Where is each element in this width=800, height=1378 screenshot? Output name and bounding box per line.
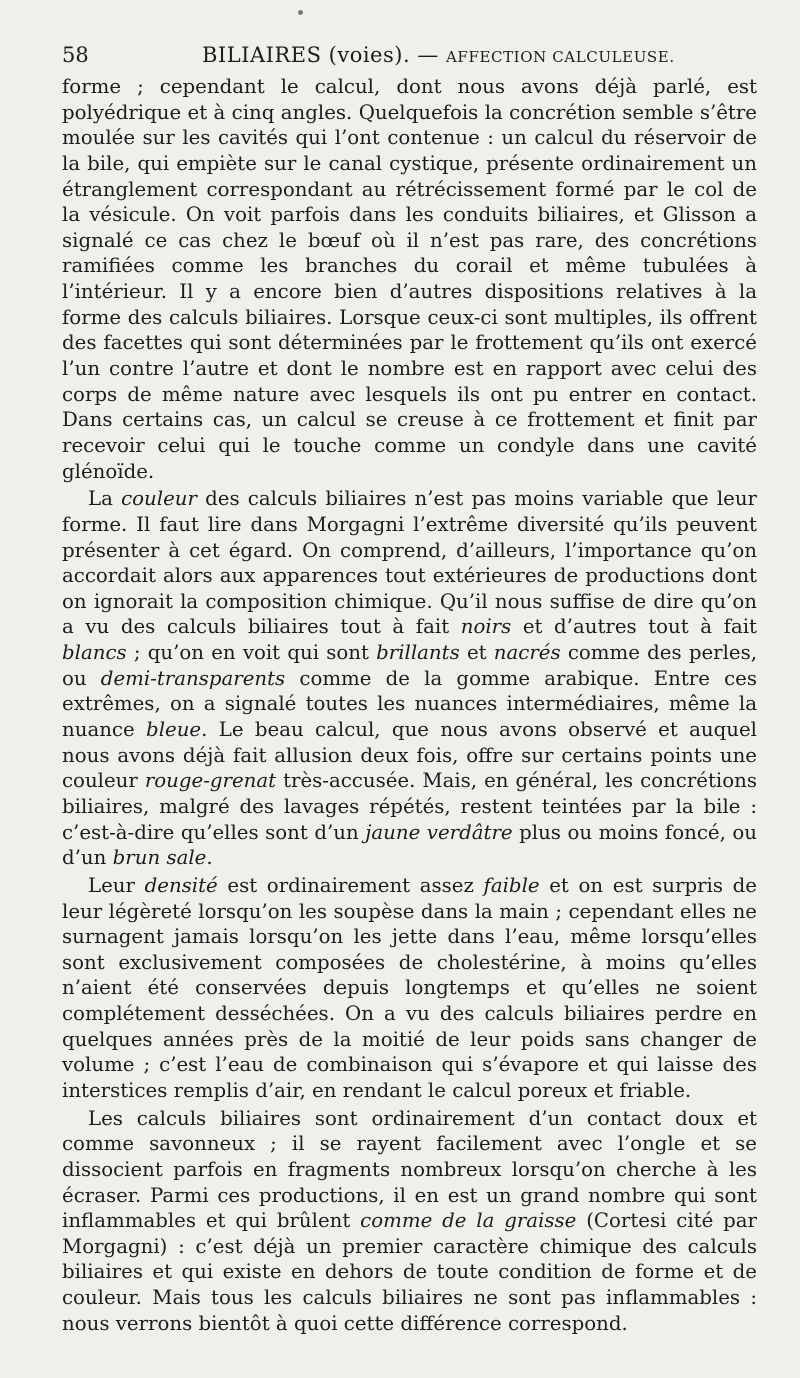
body-text	[62, 74, 757, 1336]
text-run: Leur	[88, 873, 145, 897]
italic-text-run: nacrés	[493, 641, 561, 665]
text-run: forme ; cependant le calcul, dont nous avons déjà parlé, est polyédrique et à cinq angles. Quelquefois la concrétion semble s’être moulée sur les cavités qui l’ont contenue : un calcul du réservoir de la bile, qui empiète sur le canal cystique, présente ordinairement un étranglement correspondant au rétrécissement formé par le col de la vésicule. On voit parfois dans les conduits biliaires, et Glisson a signalé ce cas chez le bœuf où il n’est pas rare, des concrétions ramifiées comme les branches du corail et même tubulées à l’intérieur. Il y a encore bien d’autres dispositions relatives à la forme des calculs biliaires. Lorsque ceux-ci sont multiples, ils offrent des facettes qui sont déterminées par le frottement qu’ils ont exercé l’un contre l’autre et dont le nombre est en rapport avec celui des corps de même nature avec lesquels ils ont pu entrer en contact. Dans certains cas, un calcul se creuse à ce frottement et finit par recevoir celui qui le touche comme un condyle dans une cavité glénoïde.	[62, 75, 757, 483]
italic-text-run: densité	[144, 873, 218, 897]
text-run: et d’autres tout à fait	[511, 615, 757, 639]
paragraph	[62, 873, 757, 1104]
text-run: . Le beau calcul, que nous avons observé et auquel nous avons déjà fait allusion deux fois, offre sur certains points une couleur	[62, 718, 758, 793]
italic-text-run: comme de la graisse	[360, 1209, 577, 1233]
italic-text-run: noirs	[460, 615, 512, 639]
text-run: ; qu’on en voit qui sont	[126, 641, 377, 665]
paragraph	[62, 74, 757, 484]
text-run: est ordinairement assez	[217, 873, 484, 897]
running-title-sub: AFFECTION CALCULEUSE.	[446, 48, 675, 66]
text-run: comme de la gomme arabique. Entre ces extrêmes, on a signalé toutes les nuances intermédiaires, même la nuance	[62, 666, 757, 742]
text-run: .	[206, 846, 213, 870]
running-title-dash: —	[417, 43, 439, 67]
paragraph	[62, 1106, 757, 1337]
text-run: La	[88, 487, 122, 511]
text-run: et on est surpris de leur légèreté lorsqu’on les soupèse dans la main ; cependant elles ne surnagent jamais lorsqu’on les jette dans l’eau, même lorsqu’elles sont exclusivement composées de cholestérine, à moins qu’elles n’aient été conservées depuis longtemps et qu’elles ne soient complétement desséchées. On a vu des calculs biliaires perdre en quelques années près de la moitié de leur poids sans changer de volume ; c’est l’eau de combinaison qui s’évapore et qui laisse des interstices remplis d’air, en rendant le calcul poreux et friable.	[62, 873, 757, 1102]
italic-text-run: brun sale	[112, 846, 207, 870]
text-run: (Cortesi cité par Morgagni) : c’est déjà un premier caractère chimique des calculs biliaires et qui existe en dehors de toute condition de forme et de couleur. Mais tous les calculs biliaires ne sont pas inflammables : nous verrons bientôt à quoi cette différence correspond.	[62, 1209, 757, 1335]
ink-speck	[298, 10, 303, 15]
italic-text-run: demi-transparents	[100, 666, 286, 690]
text-run: des calculs biliaires n’est pas moins variable que leur forme. Il faut lire dans Morgagni l’extrême diversité qu’ils peuvent présenter à cet égard. On comprend, d’ailleurs, l’importance qu’on accordait alors aux apparences tout extérieures de productions dont on ignorait la composition chimique. Qu’il nous suffise de dire qu’on a vu des calculs biliaires tout à fait	[62, 487, 757, 639]
running-title	[202, 40, 675, 72]
italic-text-run: brillants	[376, 641, 460, 665]
italic-text-run: jaune verdâtre	[365, 820, 513, 844]
italic-text-run: couleur	[121, 487, 197, 511]
text-run: plus ou moins foncé, ou d’un	[62, 820, 757, 870]
text-run: et	[459, 641, 494, 665]
italic-text-run: rouge-grenat	[144, 769, 277, 793]
text-run: Les calculs biliaires sont ordinairement d’un contact doux et comme savonneux ; il se rayent facilement avec l’ongle et se dissocient parfois en fragments nombreux lorsqu’on cherche à les écraser. Parmi ces productions, il en est un grand nombre qui sont inflammables et qui brûlent	[62, 1106, 757, 1233]
running-header	[62, 40, 675, 70]
text-run: comme des perles, ou	[62, 641, 758, 690]
page-number: 58	[62, 43, 89, 67]
italic-text-run: bleue	[146, 718, 202, 742]
text-run: très-accusée. Mais, en général, les concrétions biliaires, malgré des lavages répétés, restent teintées par la bile : c’est-à-dire qu’elles sont d’un	[62, 769, 757, 844]
italic-text-run: blancs	[62, 641, 127, 665]
italic-text-run: faible	[483, 873, 540, 897]
running-title-main: BILIAIRES (voies).	[202, 43, 411, 67]
paragraph	[62, 486, 757, 871]
